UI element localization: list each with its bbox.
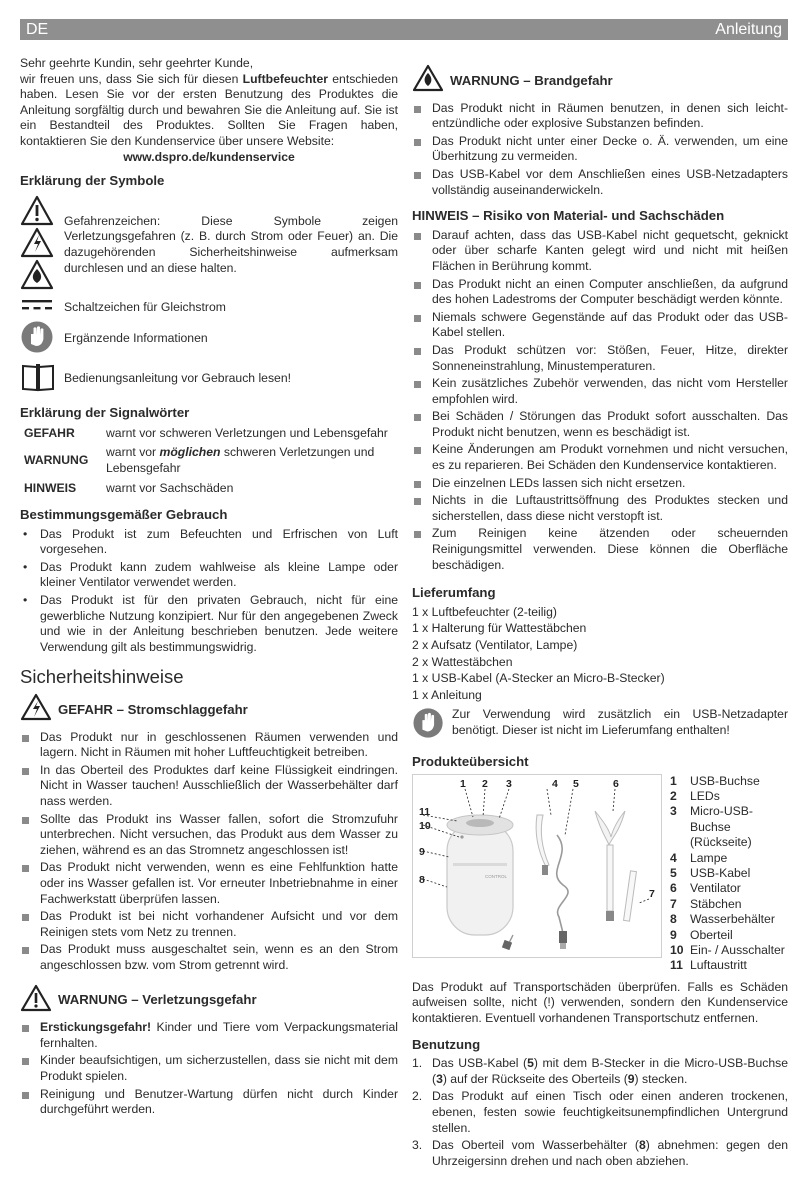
injury-list-more: [20, 1053, 398, 1117]
usage-step: 1. Das USB-Kabel (5) mit dem B-Stecker in die Micro-USB-Buchse (3) auf der Rückseite des Oberteils (9) stecken.: [412, 1056, 789, 1086]
electric-shock-list: [20, 730, 398, 974]
list-item: 1 x Halterung für Wattestäbchen: [412, 621, 587, 636]
figure-number: 4: [552, 777, 558, 790]
dc-symbol-row: [20, 297, 398, 318]
list-item: Keine Änderungen am Produkt vornehmen und nicht versuchen, es zu reparieren. Bei Schäden den Kundenservice kontaktieren.: [412, 442, 788, 473]
fire-hazard-icon: [412, 64, 444, 92]
scope-list: [412, 605, 788, 704]
overview-heading: Produkteübersicht: [412, 753, 529, 769]
signal-word-meaning: warnt vor möglichen schweren Verletzungen und Lebensgefahr: [106, 445, 375, 475]
info-hand-icon: [412, 707, 446, 739]
left-column: [20, 56, 398, 1120]
injury-title: WARNUNG – Verletzungsgefahr: [58, 992, 257, 1008]
intro-text: wir freuen uns, dass Sie sich für diesen Luftbefeuchter entschieden haben. Lesen Sie vor der ersten Benutzung des Produktes die Anleitung sorgfältig durch und bewahren Sie die Anleitung auf. Sie ist ein Bestandteil des Produktes. Sollten Sie Fragen haben, kontaktieren Sie den Kundenservice über unsere Website:: [20, 71, 398, 148]
list-item: • Das Produkt ist für den privaten Gebrauch, nicht für eine gewerbliche Nutzung konzipiert. Nur für den angegebenen Zweck und wie in der Anleitung beschrieben benutzen. Jede weitere Verwendung gilt als bestimmungswidrig.: [20, 593, 398, 655]
scope-note: [412, 707, 788, 744]
legend-item: 1 USB-Buchse: [670, 773, 760, 788]
legend-item: 9 Oberteil: [670, 927, 733, 942]
list-item: Erstickungsgefahr! Kinder und Tiere vom Verpackungsmaterial fernhalten.: [20, 1020, 398, 1051]
danger-symbols-row: [20, 195, 398, 296]
electric-hazard-icon: [20, 693, 52, 721]
notice-heading: HINWEIS – Risiko von Material- und Sachschäden: [412, 208, 725, 224]
info-symbol-text: Ergänzende Informationen: [64, 331, 208, 346]
usage-step: 3. Das Oberteil vom Wasserbehälter (8) abnehmen: gegen den Uhrzeigersinn drehen und nach oben abziehen.: [412, 1138, 788, 1168]
signal-word-row: [20, 444, 398, 479]
figure-number: 10: [419, 819, 431, 832]
figure-number: 2: [482, 777, 488, 790]
signal-words-heading: Erklärung der Signalwörter: [20, 405, 190, 421]
manual-symbol-text: Bedienungsanleitung vor Gebrauch lesen!: [64, 371, 291, 386]
list-item: Niemals schwere Gegenstände auf das Produkt oder das USB-Kabel stellen.: [412, 310, 788, 341]
transport-check-text: Das Produkt auf Transportschäden überprüfen. Falls es Schäden aufweisen sollte, nicht (!) verwenden, sondern den Kundenservice kontaktieren. Eventuell vorhandenen Transportschutz entfernen.: [412, 979, 788, 1026]
figure-number: 3: [506, 777, 512, 790]
electric-shock-heading: [20, 693, 398, 726]
figure-number: 5: [573, 777, 579, 790]
list-item: Das Produkt nicht an einen Computer anschließen, da aufgrund des hohen Ladestroms der Computer beschädigt werden könnte.: [412, 277, 788, 308]
list-item: Zum Reinigen keine ätzenden oder scheuernden Reinigungsmittel verwenden. Diese können die Oberfläche beschädigen.: [412, 526, 788, 573]
figure-number: 11: [419, 805, 431, 818]
figure-number: 9: [419, 845, 425, 858]
intended-use-heading: Bestimmungsgemäßer Gebrauch: [20, 507, 228, 523]
fire-title: WARNUNG – Brandgefahr: [450, 72, 613, 88]
injury-list: [20, 1020, 398, 1051]
manual-symbol-row: [20, 361, 398, 398]
fire-list: [412, 101, 788, 199]
signal-word: HINWEIS: [24, 480, 77, 495]
list-item: Das USB-Kabel vor dem Anschließen eines USB-Netzadapters vollständig auseinanderwickeln.: [412, 167, 788, 198]
list-item: Das Produkt muss ausgeschaltet sein, wenn es an den Strom angeschlossen bzw. vom Strom getrennt wird.: [20, 942, 398, 973]
legend-item: 7 Stäbchen: [670, 896, 742, 911]
greeting: Sehr geehrte Kundin, sehr geehrter Kunde,: [20, 56, 254, 70]
scope-heading: Lieferumfang: [412, 585, 496, 601]
product-overview: [412, 774, 788, 974]
figure-number: 6: [613, 777, 619, 790]
signal-word-row: [20, 480, 398, 500]
direct-current-icon: [20, 297, 54, 313]
symbols-heading: Erklärung der Symbole: [20, 173, 165, 189]
right-column: [412, 64, 788, 1171]
signal-word: WARNUNG: [24, 453, 89, 468]
figure-number: 1: [460, 777, 466, 790]
list-item: Das Produkt schützen vor: Stößen, Feuer, Hitze, direkter Sonneneinstrahlung, Minustemperaturen.: [412, 343, 788, 374]
legend-item: 4 Lampe: [670, 850, 728, 865]
list-item: 1 x USB-Kabel (A-Stecker an Micro-B-Stecker): [412, 671, 665, 686]
list-item: 1 x Anleitung: [412, 687, 482, 702]
service-url[interactable]: www.dspro.de/kundenservice: [123, 149, 295, 164]
injury-heading: [20, 984, 398, 1017]
figure-number: 8: [419, 873, 425, 886]
brand-label: CONTROL: [485, 873, 508, 879]
dc-symbol-text: Schaltzeichen für Gleichstrom: [64, 299, 226, 314]
signal-words-table: [20, 425, 398, 499]
legend-item: 6 Ventilator: [670, 881, 741, 896]
list-item: Reinigung und Benutzer-Wartung dürfen nicht durch Kinder durchgeführt werden.: [20, 1087, 398, 1118]
usage-step: 2. Das Produkt auf einen Tisch oder einen anderen trockenen, ebenen, festen sowie feuchtigkeitsunempfindlichen Untergrund stellen.: [412, 1089, 788, 1135]
figure-number: 7: [649, 887, 655, 900]
legend-item: 8 Wasserbehälter: [670, 912, 775, 927]
legend-item: 5 USB-Kabel: [670, 866, 751, 880]
legend-item: 2 LEDs: [670, 788, 720, 803]
signal-word-meaning: warnt vor Sachschäden: [106, 480, 234, 495]
electric-shock-title: GEFAHR – Stromschlaggefahr: [58, 701, 248, 717]
warning-icon: [20, 984, 52, 1012]
list-item: Kein zusätzliches Zubehör verwenden, das nicht vom Hersteller empfohlen wird.: [412, 376, 788, 407]
info-hand-icon: [20, 320, 56, 354]
danger-symbols-icon: [20, 195, 54, 291]
list-item: • Das Produkt ist zum Befeuchten und Erfrischen von Luft vorgesehen.: [20, 527, 398, 558]
list-item: 2 x Aufsatz (Ventilator, Lampe): [412, 638, 578, 652]
scope-note-text: Zur Verwendung wird zusätzlich ein USB-Netzadapter benötigt. Dieser ist nicht im Lieferumfang enthalten!: [452, 707, 788, 737]
list-item: 1 x Luftbefeuchter (2-teilig): [412, 604, 557, 619]
legend-item: 3 Micro-USB-Buchse (Rückseite): [670, 804, 753, 850]
list-item: Das Produkt ist bei nicht vorhandener Aufsicht und vor dem Reinigen stets vom Netz zu trennen.: [20, 909, 398, 940]
product-name: Luftbefeuchter: [242, 71, 328, 86]
usage-steps: [412, 1056, 788, 1169]
list-item: 2 x Wattestäbchen: [412, 654, 513, 669]
info-symbol-row: [20, 320, 398, 359]
product-figure: [412, 774, 662, 958]
language-code: DE: [26, 21, 49, 38]
list-item: Darauf achten, dass das USB-Kabel nicht gequetscht, geknickt oder über scharfe Kanten gelegt wird und nicht mit heißen Flächen in Berührung kommt.: [412, 228, 788, 275]
fire-heading: [412, 64, 788, 97]
signal-word: GEFAHR: [24, 425, 75, 440]
signal-word-meaning: warnt vor schweren Verletzungen und Lebensgefahr: [106, 425, 388, 440]
page-header: [20, 19, 788, 40]
list-item: Nichts in die Luftaustrittsöffnung des Produktes stecken und sicherstellen, dass diese nicht verstopft ist.: [412, 493, 788, 524]
safety-heading: Sicherheitshinweise: [20, 666, 184, 688]
list-item: Bei Schäden / Störungen das Produkt sofort ausschalten. Das Produkt nicht benutzen, wenn es beschädigt ist.: [412, 409, 788, 440]
intended-use-list: [20, 527, 398, 656]
list-item: In das Oberteil des Produktes darf keine Flüssigkeit eindringen. Nicht in Wasser tauchen! Ausschließlich der Wasserbehälter darf nass werden.: [20, 763, 398, 810]
legend-item: 11 Luftaustritt: [670, 958, 747, 973]
danger-symbols-text: Gefahrenzeichen: Diese Symbole zeigen Verletzungsgefahren (z. B. durch Strom oder Feuer) an. Die dazugehörenden Sicherheitshinweise aufmerksam durchlesen und an diese halten.: [64, 213, 398, 275]
list-item: Sollte das Produkt ins Wasser fallen, sofort die Stromzufuhr unterbrechen. Nicht versuchen, das Produkt aus dem Wasser zu ziehen, während es an das Stromnetz angeschlossen ist!: [20, 812, 398, 859]
overview-legend: [670, 774, 788, 974]
header-title: Anleitung: [715, 21, 782, 38]
signal-word-row: [20, 425, 398, 445]
legend-item: 10 Ein- / Ausschalter: [670, 943, 785, 958]
list-item: Kinder beaufsichtigen, um sicherzustellen, dass sie nicht mit dem Produkt spielen.: [20, 1053, 398, 1084]
list-item: • Das Produkt kann zudem wahlweise als kleine Lampe oder kleiner Ventilator verwendet werden.: [20, 560, 398, 591]
product-illustration: [413, 775, 661, 957]
notice-list: [412, 228, 788, 573]
list-item: Das Produkt nicht in Räumen benutzen, in denen sich leichtentzündliche oder explosive Substanzen befinden.: [412, 101, 788, 132]
read-manual-icon: [20, 361, 56, 393]
list-item: Das Produkt nur in geschlossenen Räumen verwenden und lagern. Nicht in Räumen mit hoher Luftfeuchtigkeit betreiben.: [20, 730, 398, 761]
usage-heading: Benutzung: [412, 1036, 481, 1052]
list-item: Das Produkt nicht verwenden, wenn es eine Fehlfunktion hatte oder ins Wasser gefallen ist. Vor erneuter Inbetriebnahme in einer Fachwerkstatt überprüfen lassen.: [20, 860, 398, 907]
list-item: Das Produkt nicht unter einer Decke o. Ä. verwenden, um eine Überhitzung zu vermeiden.: [412, 134, 788, 165]
list-item: Die einzelnen LEDs lassen sich nicht ersetzen.: [412, 476, 788, 492]
